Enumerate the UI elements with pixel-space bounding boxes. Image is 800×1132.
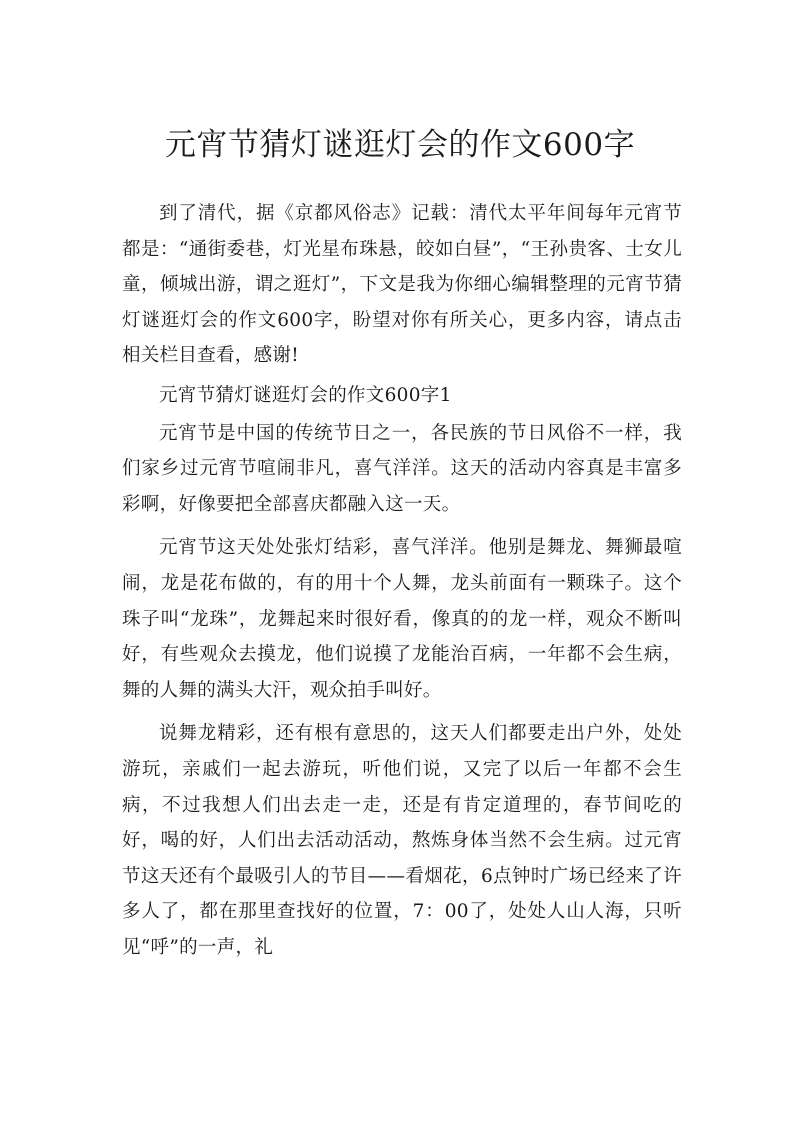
body-paragraph: 说舞龙精彩，还有根有意思的，这天人们都要走出户外，处处游玩，亲戚们一起去游玩，听他们说，又完了以后一年都不会生病，不过我想人们出去走一走，还是有肯定道理的，春节间吃的好，喝的好，人们出去活动活动，熬炼身体当然不会生病。过元宵节这天还有个最吸引人的节目——看烟花，6点钟时广场已经来了许多人了，都在那里查找好的位置，7：00了，处处人山人海，只听见“呼”的一声，礼 (122, 723, 682, 958)
body-paragraph: 元宵节是中国的传统节日之一，各民族的节日风俗不一样，我们家乡过元宵节喧闹非凡，喜气洋洋。这天的活动内容真是丰富多彩啊，好像要把全部喜庆都融入这一天。 (122, 422, 682, 515)
body-paragraph: 元宵节这天处处张灯结彩，喜气洋洋。他别是舞龙、舞狮最喧闹，龙是花布做的，有的用十个人舞，龙头前面有一颗珠子。这个珠子叫“龙珠”，龙舞起来时很好看，像真的的龙一样，观众不断叫好，有些观众去摸龙，他们说摸了龙能治百病，一年都不会生病，舞的人舞的满头大汗，观众拍手叫好。 (122, 537, 682, 701)
document-title: 元宵节猜灯谜逛灯会的作文600字 (164, 127, 636, 163)
document-body (122, 196, 682, 965)
section-heading: 元宵节猜灯谜逛灯会的作文600字1 (159, 384, 452, 406)
intro-paragraph: 到了清代，据《京都风俗志》记载：清代太平年间每年元宵节都是：“通街委巷，灯光星布珠悬，皎如白昼”，“王孙贵客、士女儿童，倾城出游，谓之逛灯”，下文是我为你细心编辑整理的元宵节猜灯谜逛灯会的作文600字，盼望对你有所关心，更多内容，请点击相关栏目查看，感谢! (122, 203, 682, 367)
